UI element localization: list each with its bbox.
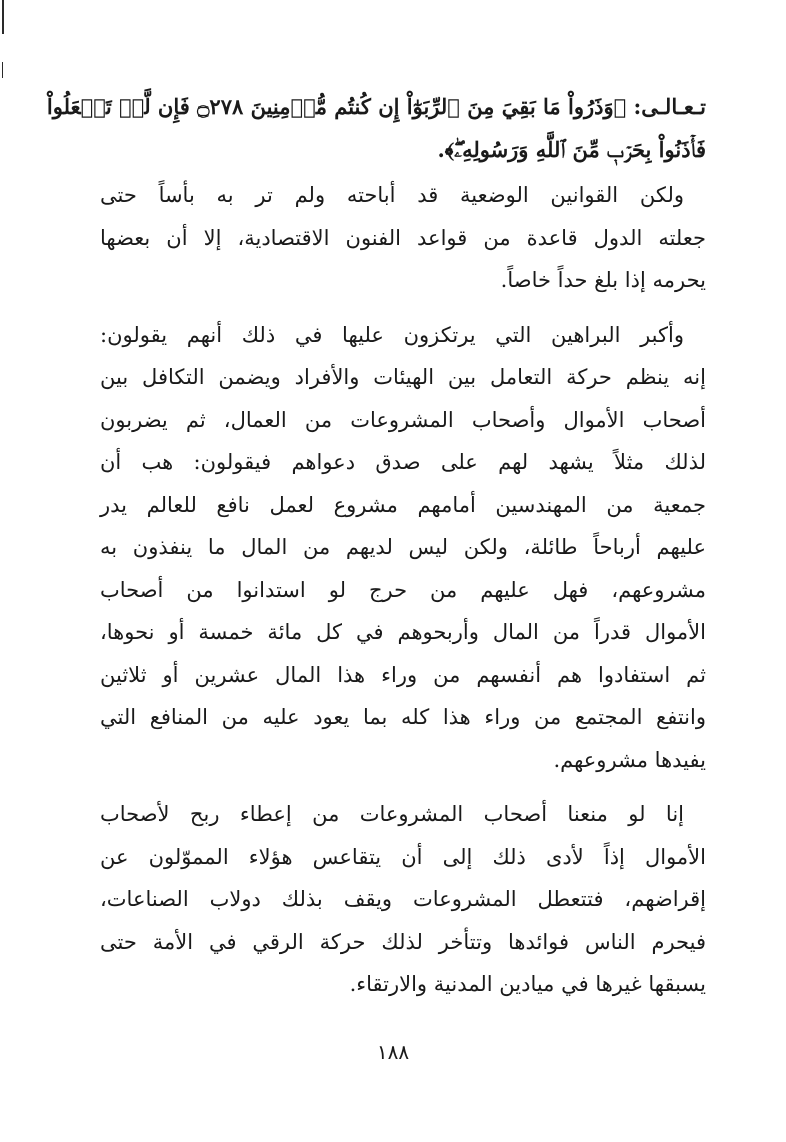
paragraph	[100, 174, 706, 302]
text-line: ثم استفادوا هم أنفسهم من وراء هذا المال عشرين أو ثلاثين	[100, 662, 706, 687]
paragraph	[100, 314, 706, 782]
text-line: إنه ينظم حركة التعامل بين الهيئات والأفراد ويضمن التكافل بين	[100, 365, 706, 389]
text-line: مشروعهم، فهل عليهم من حرج لو استدانوا من أصحاب	[100, 577, 706, 602]
text-line: الأموال قدراً من المال وأربحوهم في كل مائة خمسة أو نحوها،	[100, 620, 706, 644]
binding-edge-mark	[2, 62, 3, 78]
text-line: إقراضهم، فتتعطل المشروعات ويقف بذلك دولاب الصناعات،	[100, 887, 706, 911]
text-line: يسبقها غيرها في ميادين المدنية والارتقاء.	[349, 972, 706, 996]
page-number: ١٨٨	[376, 1040, 410, 1064]
binding-edge-mark	[2, 0, 4, 34]
text-line: فَأۡذَنُواْ بِحَرۡبٖ مِّنَ ٱللَّهِ وَرَسُولِهِۦۖ﴾.	[437, 136, 706, 162]
text-line: وأكبر البراهين التي يرتكزون عليها في ذلك أنهم يقولون:	[100, 322, 684, 347]
text-line: أصحاب الأموال وأصحاب المشروعات من العمال، ثم يضربون	[100, 407, 706, 432]
text-line: لذلك مثلاً يشهد لهم على صدق دعواهم فيقولون: هب أن	[100, 450, 706, 474]
text-line: جمعية من المهندسين أمامهم مشروع لعمل نافع للعالم يدر	[100, 492, 706, 517]
text-line: ولكن القوانين الوضعية قد أباحته ولم تر به بأساً حتى	[100, 183, 684, 207]
text-line: جعلته الدول قاعدة من قواعد الفنون الاقتصادية، إلا أن بعضها	[100, 225, 706, 250]
text-line: وانتفع المجتمع من وراء هذا كله بما يعود عليه من المنافع التي	[100, 705, 706, 729]
text-line: فيحرم الناس فوائدها وتتأخر لذلك حركة الرقي في الأمة حتى	[100, 929, 706, 954]
text-line: يفيدها مشروعهم.	[553, 747, 706, 772]
paragraph	[100, 793, 706, 1006]
text-line: عليهم أرباحاً طائلة، ولكن ليس لديهم من المال ما ينفذون به	[100, 535, 706, 559]
text-line: إنا لو منعنا أصحاب المشروعات من إعطاء ربح لأصحاب	[100, 802, 684, 826]
text-line: يحرمه إذا بلغ حداً خاصاً.	[500, 268, 706, 292]
paragraph-quran	[46, 86, 706, 171]
body-text	[46, 86, 706, 1006]
text-line: تـعـالـى: ﴿وَذَرُواْ مَا بَقِيَ مِنَ ٱلرِّبَوٰٓاْ إِن كُنتُم مُّؤۡمِنِينَ ۝٢٧٨ فَإِن لَّمۡ تَفۡعَلُواْ	[46, 94, 706, 119]
text-line: الأموال إذاً لأدى ذلك إلى أن يتقاعس هؤلاء المموّلون عن	[100, 844, 706, 869]
